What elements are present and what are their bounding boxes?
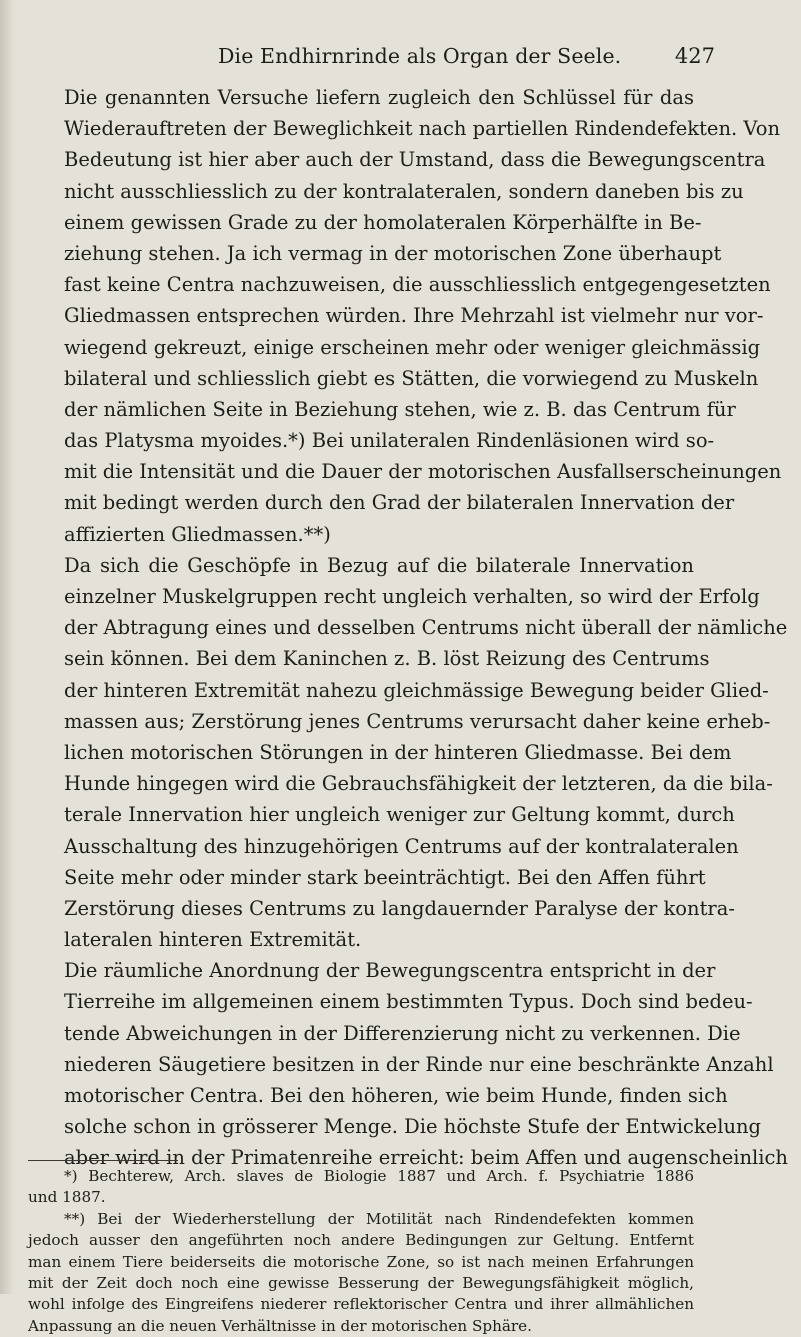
text-line: lichen motorischen Störungen in der hinteren Gliedmasse. Bei dem — [64, 740, 732, 764]
footnote-line: wohl infolge des Eingreifens niederer reflektorischer Centra und ihrer allmählichen — [28, 1295, 694, 1314]
footnote-line: man einem Tiere beiderseits die motorische Zone, so ist nach meinen Erfahrungen — [28, 1252, 694, 1271]
text-line: Hunde hingegen wird die Gebrauchsfähigkeit der letzteren, da die bila- — [64, 772, 773, 796]
text-line: ziehung stehen. Ja ich vermag in der motorischen Zone überhaupt — [64, 241, 722, 265]
text-line: wiegend gekreuzt, einige erscheinen mehr oder weniger gleichmässig — [64, 335, 761, 359]
text-line: der nämlichen Seite in Beziehung stehen, wie z. B. das Centrum für — [64, 397, 736, 421]
text-line: sein können. Bei dem Kaninchen z. B. löst Reizung des Centrums — [64, 647, 710, 671]
text-line: der Abtragung eines und desselben Centrums nicht überall der nämliche — [64, 616, 788, 640]
page-number: 427 — [674, 44, 715, 68]
text-line: affizierten Gliedmassen.**) — [64, 522, 331, 546]
text-line: tende Abweichungen in der Differenzierung nicht zu verkennen. Die — [64, 1021, 741, 1045]
footnote-line: mit der Zeit doch noch eine gewisse Besserung der Bewegungsfähigkeit möglich, — [28, 1273, 694, 1292]
text-line: lateralen hinteren Extremität. — [64, 928, 362, 952]
footnote-line: *) Bechterew, Arch. slaves de Biologie 1887 und Arch. f. Psychiatrie 1886 — [64, 1167, 694, 1185]
text-line: niederen Säugetiere besitzen in der Rinde nur eine beschränkte Anzahl — [64, 1052, 774, 1076]
text-line: mit bedingt werden durch den Grad der bilateralen Innervation der — [64, 491, 735, 515]
text-line: Ausschaltung des hinzugehörigen Centrums auf der kontralateralen — [64, 834, 739, 858]
text-line: Bedeutung ist hier aber auch der Umstand, dass die Bewegungscentra — [64, 148, 766, 172]
page-header — [0, 44, 801, 74]
body-text — [28, 82, 788, 1174]
footnote-divider — [28, 1160, 178, 1161]
paragraph-3 — [28, 955, 788, 1173]
paragraph-2 — [28, 550, 788, 955]
text-line: Die genannten Versuche liefern zugleich den Schlüssel für das — [64, 86, 694, 109]
text-line: Wiederauftreten der Beweglichkeit nach partiellen Rindendefekten. Von — [64, 117, 781, 141]
text-line: aber wird in der Primatenreihe erreicht: beim Affen und augenscheinlich — [64, 1146, 788, 1170]
text-line: nicht ausschliesslich zu der kontralateralen, sondern daneben bis zu — [64, 179, 744, 203]
text-line: Da sich die Geschöpfe in Bezug auf die bilaterale Innervation — [64, 553, 694, 577]
paragraph-1 — [28, 82, 782, 550]
text-line: einem gewissen Grade zu der homolateralen Körperhälfte in Be- — [64, 210, 702, 234]
text-line: Die räumliche Anordnung der Bewegungscentra entspricht in der — [64, 959, 716, 983]
text-line: das Platysma myoides.*) Bei unilateralen Rindenläsionen wird so- — [64, 429, 715, 453]
text-line: Tierreihe im allgemeinen einem bestimmten Typus. Doch sind bedeu- — [64, 990, 753, 1014]
text-line: einzelner Muskelgruppen recht ungleich verhalten, so wird der Erfolg — [64, 585, 760, 608]
footnote-line: und 1887. — [28, 1188, 106, 1207]
text-line: massen aus; Zerstörung jenes Centrums verursacht daher keine erheb- — [64, 709, 771, 733]
page-edge-shadow — [0, 0, 14, 1294]
text-line: Seite mehr oder minder stark beeinträchtigt. Bei den Affen führt — [64, 865, 706, 889]
text-line: Zerstörung dieses Centrums zu langdauernder Paralyse der kontra- — [64, 896, 735, 920]
footnote-line: **) Bei der Wiederherstellung der Motilität nach Rindendefekten kommen — [64, 1209, 694, 1228]
text-line: fast keine Centra nachzuweisen, die ausschliesslich entgegengesetzten — [64, 273, 771, 297]
footnote-line: jedoch ausser den angeführten noch andere Bedingungen zur Geltung. Entfernt — [28, 1231, 694, 1250]
text-line: mit die Intensität und die Dauer der motorischen Ausfallserscheinungen — [64, 460, 782, 484]
text-line: motorischer Centra. Bei den höheren, wie beim Hunde, finden sich — [64, 1084, 728, 1107]
text-line: der hinteren Extremität nahezu gleichmässige Bewegung beider Glied- — [64, 678, 769, 702]
text-line: Gliedmassen entsprechen würden. Ihre Mehrzahl ist vielmehr nur vor- — [64, 304, 764, 328]
footnote-line: Anpassung an die neuen Verhältnisse in der motorischen Sphäre. — [28, 1316, 532, 1335]
footnote-2 — [28, 1209, 694, 1337]
running-title: Die Endhirnrinde als Organ der Seele. — [218, 44, 622, 68]
text-line: solche schon in grösserer Menge. Die höchste Stufe der Entwickelung — [64, 1115, 762, 1139]
text-line: terale Innervation hier ungleich weniger zur Geltung kommt, durch — [64, 803, 735, 827]
text-line: bilateral und schliesslich giebt es Stätten, die vorwiegend zu Muskeln — [64, 366, 759, 390]
footnotes — [28, 1166, 694, 1337]
footnote-1 — [28, 1166, 694, 1209]
